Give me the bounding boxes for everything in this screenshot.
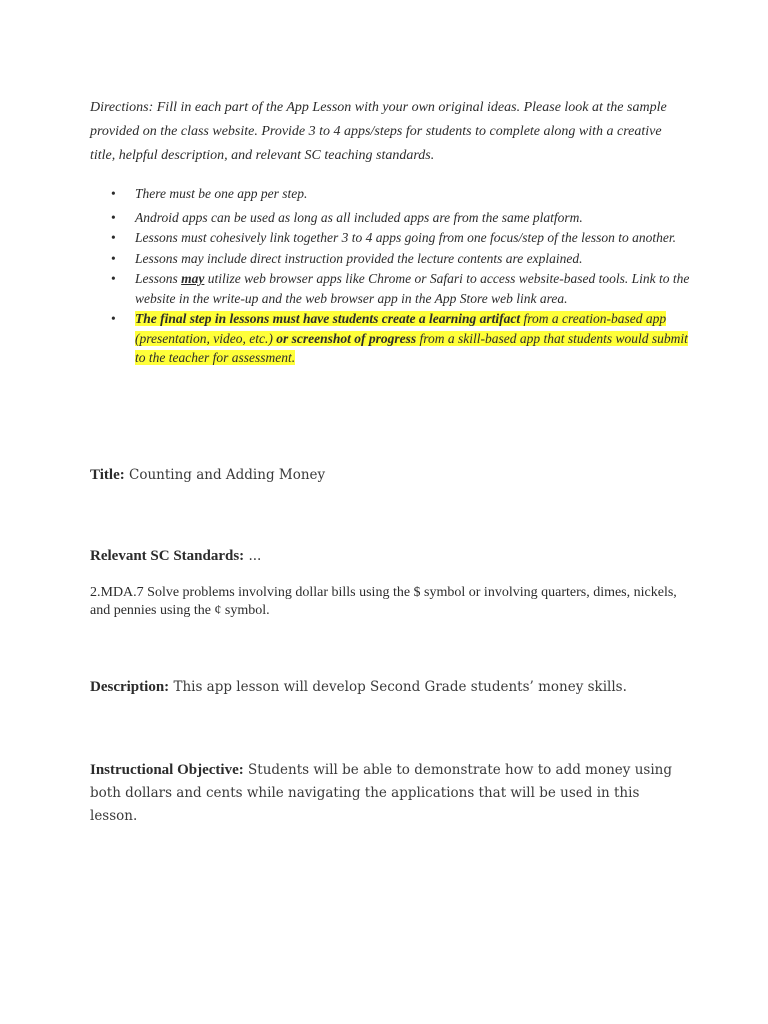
rule-emphasis-may: may bbox=[181, 271, 205, 286]
bullet-icon: • bbox=[111, 250, 116, 266]
rule-text-end: from a skill-based app that students would submit to the teacher for assessment. bbox=[135, 330, 688, 365]
title-label: Title: bbox=[90, 467, 125, 483]
rule-text-end: utilize web browser apps like Chrome or Safari to access website-based tools. Link to the website in the write-up and the web browser app in the App Store web link area. bbox=[135, 271, 690, 306]
rule-bold-artifact: The final step in lessons must have students create a learning artifact bbox=[135, 311, 521, 326]
bullet-icon: • bbox=[111, 271, 116, 286]
standards-label: Relevant SC Standards: bbox=[90, 548, 245, 564]
rule-item bbox=[111, 249, 690, 269]
description-field bbox=[90, 676, 690, 699]
rule-item bbox=[111, 228, 690, 248]
bullet-icon: • bbox=[111, 209, 116, 225]
rule-text: There must be one app per step. bbox=[135, 186, 308, 201]
standards-text: 2.MDA.7 Solve problems involving dollar bills using the $ symbol or involving quarters, dimes, nickels, and pennies using the ¢ symbol. bbox=[90, 585, 677, 618]
document-page bbox=[90, 96, 690, 824]
standards-value: ... bbox=[244, 548, 262, 564]
title-value: Counting and Adding Money bbox=[124, 467, 326, 483]
rule-text: Lessons must cohesively link together 3 to 4 apps going from one focus/step of the lesson to another. bbox=[135, 230, 676, 245]
bullet-icon: • bbox=[111, 230, 116, 245]
standards-field bbox=[90, 545, 690, 568]
rules-list bbox=[90, 184, 690, 368]
objective-field bbox=[90, 759, 690, 828]
title-field bbox=[90, 464, 690, 487]
objective-value: Students will be able to demonstrate how to add money using both dollars and cents while navigating the applications that will be used in this lesson. bbox=[90, 762, 672, 824]
bullet-icon: • bbox=[111, 311, 116, 326]
rule-text: Lessons may include direct instruction provided the lecture contents are explained. bbox=[135, 250, 583, 266]
rule-item-highlighted bbox=[111, 309, 690, 368]
rule-text: Android apps can be used as long as all included apps are from the same platform. bbox=[135, 209, 583, 225]
rule-bold-screenshot: or screenshot of progress bbox=[276, 330, 417, 346]
directions-paragraph: Directions: Fill in each part of the App Lesson with your own original ideas. Please look at the sample provided on the class website. Provide 3 to 4 apps/steps for students to complete along with a creative title, helpful description, and relevant SC teaching standards. bbox=[90, 100, 667, 163]
rule-item bbox=[111, 269, 690, 308]
description-value: This app lesson will develop Second Grade students’ money skills. bbox=[169, 679, 627, 695]
rule-text-start: Lessons bbox=[135, 271, 182, 286]
objective-label: Instructional Objective: bbox=[90, 762, 244, 778]
rule-item bbox=[111, 208, 690, 228]
rule-text-mid: from a creation-based app (presentation, video, etc.) bbox=[135, 311, 667, 346]
description-label: Description: bbox=[90, 679, 170, 695]
rule-item bbox=[111, 184, 690, 204]
bullet-icon: • bbox=[111, 186, 116, 201]
